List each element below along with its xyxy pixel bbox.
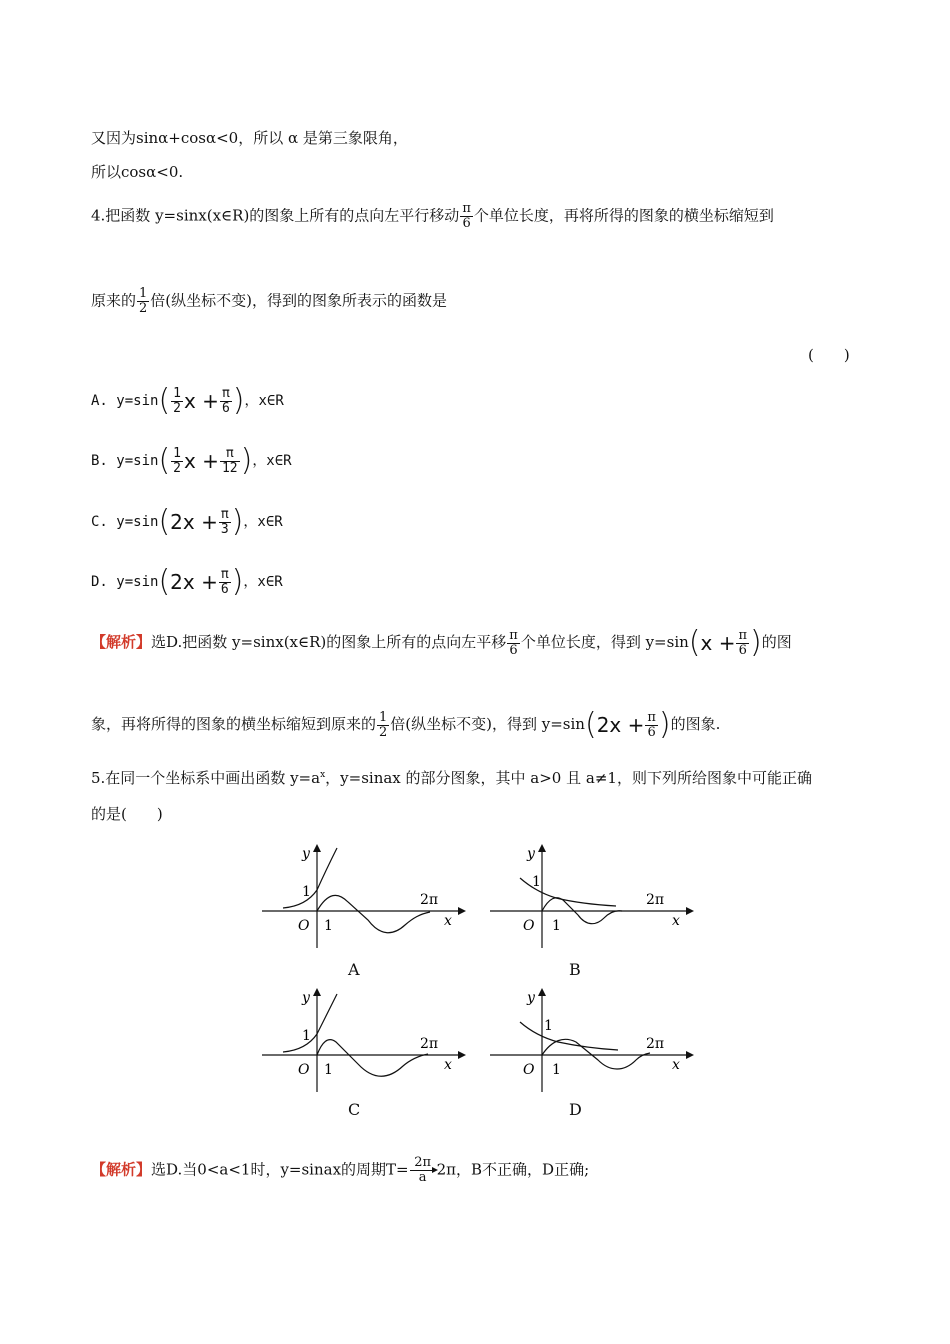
graph-d-caption: D: [569, 1100, 582, 1119]
graph-a-one-x: 1: [324, 918, 333, 934]
svg-text:1: 1: [552, 1062, 561, 1078]
graph-a-svg: [258, 840, 468, 950]
svg-text:2π: 2π: [646, 1036, 665, 1052]
svg-text:y: y: [527, 846, 535, 862]
svg-text:1: 1: [552, 918, 561, 934]
period-fraction: $\frac{2\pi}{a}$: [410, 1156, 436, 1185]
q4-answer-bracket: ( ): [808, 346, 850, 364]
graph-a-one-y: 1: [302, 884, 311, 900]
svg-text:2π: 2π: [646, 892, 665, 908]
q4-option-a[interactable]: A. y=sin( $\frac{1}{2}$ x + $\frac{\pi}{6}$ )，x∈R: [91, 383, 284, 418]
q4-analysis-line-2: 象，再将所得的图象的横坐标缩短到原来的 $\frac{1}{2}$ 倍(纵坐标不变)，得到 y=sin(2x + $\frac{\pi}{6}$ )的图象.: [91, 707, 721, 742]
svg-text:y: y: [527, 990, 535, 1006]
svg-text:1: 1: [302, 1028, 311, 1044]
q4-stem-line-2: [91, 287, 447, 316]
graph-a[interactable]: [258, 840, 468, 954]
q4-option-b[interactable]: B. y=sin( $\frac{1}{2}$ x + $\frac{\pi}{12}$ )，x∈R: [91, 443, 292, 478]
graph-a-caption: A: [348, 960, 360, 979]
q4-stem-line-1: [91, 202, 774, 231]
svg-text:1: 1: [324, 1062, 333, 1078]
graph-d-svg: [486, 984, 696, 1094]
q4-stem-text-2: 个单位长度，再将所得的图象的横坐标缩短到: [473, 206, 774, 225]
graph-d[interactable]: [486, 984, 696, 1098]
svg-text:x: x: [672, 1057, 680, 1073]
q4-stem-text-1: 4.把函数 y=sinx(x∈R)的图象上所有的点向左平行移动: [91, 206, 460, 225]
svg-text:O: O: [523, 918, 535, 934]
q5-analysis-line-1: 【解析】选D.当0<a<1时，y=sinax的周期T= $\frac{2\pi}{a}$ 2π，B不正确，D正确;: [91, 1155, 590, 1185]
q4-option-d[interactable]: D. y=sin(2x + $\frac{\pi}{6}$ )，x∈R: [91, 564, 283, 599]
q4-option-c[interactable]: C. y=sin(2x + $\frac{\pi}{3}$ )，x∈R: [91, 504, 283, 539]
q4-analysis-line-1: 【解析】选D.把函数 y=sinx(x∈R)的图象上所有的点向左平移 $\frac{\pi}{6}$ 个单位长度，得到 y=sin(x + $\frac{\pi}{6}$ )的图: [91, 625, 792, 660]
graph-c-svg: [258, 984, 468, 1094]
svg-text:1: 1: [544, 1018, 553, 1034]
graph-a-two-pi: 2π: [420, 892, 439, 908]
graph-b[interactable]: [486, 840, 696, 954]
svg-text:O: O: [298, 1062, 310, 1078]
svg-text:x: x: [672, 913, 680, 929]
q4-shift-fraction: $\frac{\pi}{6}$: [462, 201, 471, 231]
graph-b-caption: B: [569, 960, 581, 979]
graph-c-caption: C: [348, 1100, 361, 1119]
q5-stem-line-2: 的是( ): [91, 805, 163, 823]
svg-text:2π: 2π: [420, 1036, 439, 1052]
svg-text:y: y: [302, 990, 310, 1006]
graph-a-origin: O: [298, 918, 310, 934]
svg-text:O: O: [523, 1062, 535, 1078]
graph-a-y-label: y: [302, 846, 310, 862]
graph-c[interactable]: [258, 984, 468, 1098]
svg-text:1: 1: [532, 874, 541, 890]
q4-stem-text-4: 倍(纵坐标不变)，得到的图象所表示的函数是: [150, 291, 448, 310]
q5-stem-line-1: 5.在同一个坐标系中画出函数 $y=a^x$，y=sinax 的部分图象，其中 a>0 且 a≠1，则下列所给图象中可能正确: [91, 769, 812, 787]
svg-text:x: x: [444, 1057, 452, 1073]
prev-line-1: 又因为sinα+cosα<0，所以 α 是第三象限角，: [91, 129, 408, 147]
q4-half-fraction: $\frac{1}{2}$: [139, 286, 148, 316]
analysis-tag: 【解析】: [91, 633, 152, 651]
analysis-tag: 【解析】: [91, 1160, 152, 1179]
q4-stem-text-3: 原来的: [91, 291, 137, 310]
graph-b-svg: [486, 840, 696, 950]
graph-a-x-label: x: [444, 913, 452, 929]
prev-line-2: 所以cosα<0.: [91, 163, 184, 181]
